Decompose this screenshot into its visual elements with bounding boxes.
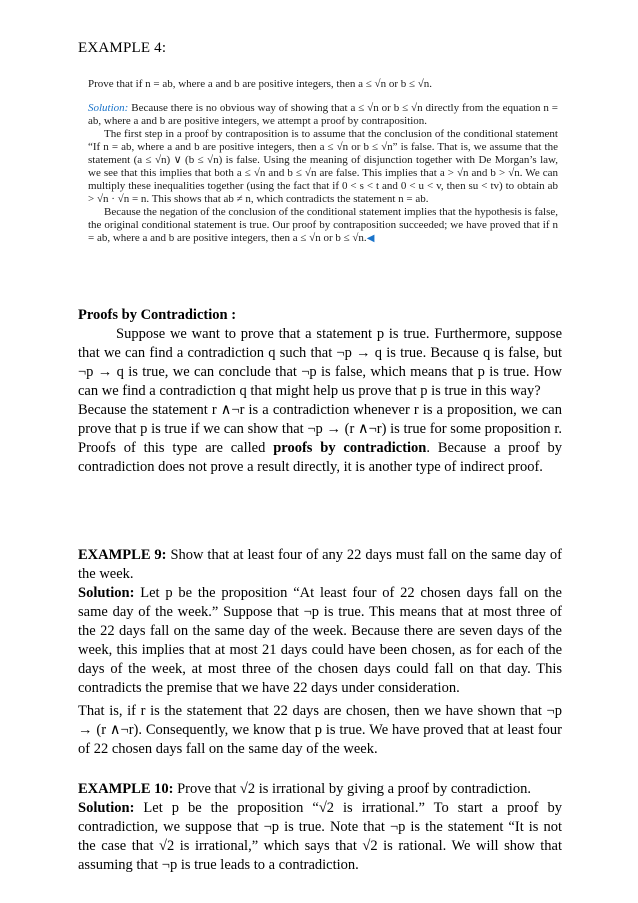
solution-label: Solution:	[88, 102, 129, 114]
example-9-solution: Solution: Let p be the proposition “At least four of 22 chosen days fall on the same day of the week.” Suppose that ¬p is true. This means that at most three of the 22 days fall on the same day of the week. Because there are seven days of the week, this implies that at most 21 days could have been chosen, as for each of the days of the week, at most three of the chosen days could fall on that day. This contradicts the premise that we have 22 days under consideration.	[78, 585, 562, 696]
example-4-solution-p2: The first step in a proof by contraposition is to assume that the conclusion of the conditional statement “If n = ab, where a and b are positive integers, then a ≤ √n or b ≤ √n” is false. That is, we assume that the statement (a ≤ √n) ∨ (b ≤ √n) is false. Using the meaning of disjunction together with De Morgan’s law, we see that this implies that both a ≤ √n and b ≤ √n are false. This implies that a > √n and b > √n. We can multiply these inequalities together (using the fact that if 0 < s < t and 0 < u < v, then su < tv) to obtain ab > √n · √n = n. This shows that ab ≠ n, which contradicts the statement n = ab.	[88, 128, 558, 205]
example-9	[78, 546, 562, 759]
example-9-prompt: EXAMPLE 9: Show that at least four of any 22 days must fall on the same day of the week.	[78, 547, 562, 582]
example-4-prompt: Prove that if n = ab, where a and b are positive integers, then a ≤ √n or b ≤ √n.	[88, 78, 433, 90]
example-10-prompt: EXAMPLE 10: Prove that √2 is irrational by giving a proof by contradiction.	[78, 781, 531, 797]
section-paragraph-1: Suppose we want to prove that a statement p is true. Furthermore, suppose that we can find a contradiction q such that ¬p → q is true. Because q is false, but ¬p → q is true, we can conclude that ¬p is false, which means that p is true. How can we find a contradiction q that might help us prove that p is true in this way?	[78, 326, 562, 399]
example-9-paragraph-2: That is, if r is the statement that 22 days are chosen, then we have shown that ¬p → (r ∧¬r). Consequently, we know that p is true. We have proved that at least four of 22 chosen days fall on the same day of the week.	[78, 703, 562, 757]
proofs-by-contradiction-section	[78, 306, 562, 477]
example-10	[78, 780, 562, 875]
section-paragraph-2: Because the statement r ∧¬r is a contradiction whenever r is a proposition, we can prove that p is true if we can show that ¬p → (r ∧¬r) is true for some proposition r. Proofs of this type are called proofs by contradiction. Because a proof by contradiction does not prove a result directly, it is another type of indirect proof.	[78, 402, 562, 475]
end-of-proof-icon: ◀	[366, 233, 375, 244]
example-4-solution-p3: Because the negation of the conclusion of the conditional statement implies that the hypothesis is false, the original conditional statement is true. Our proof by contraposition succeeded; we have proved that if n = ab, where a and b are positive integers, then a ≤ √n or b ≤ √n.◀	[88, 206, 558, 244]
example-10-solution: Solution: Let p be the proposition “√2 is irrational.” To start a proof by contradiction, we suppose that ¬p is true. Note that ¬p is the statement “It is not the case that √2 is irrational,” which says that √2 is rational. We will show that assuming that ¬p is true leads to a contradiction.	[78, 800, 562, 873]
example-4-solution-p1: Solution: Because there is no obvious way of showing that a ≤ √n or b ≤ √n directly from the equation n = ab, where a and b are positive integers, we attempt a proof by contraposition.	[88, 102, 558, 127]
section-heading: Proofs by Contradiction :	[78, 307, 237, 323]
textbook-excerpt	[88, 78, 558, 245]
example-4-label: EXAMPLE 4:	[78, 40, 167, 56]
defined-term: proofs by contradiction	[273, 440, 427, 456]
